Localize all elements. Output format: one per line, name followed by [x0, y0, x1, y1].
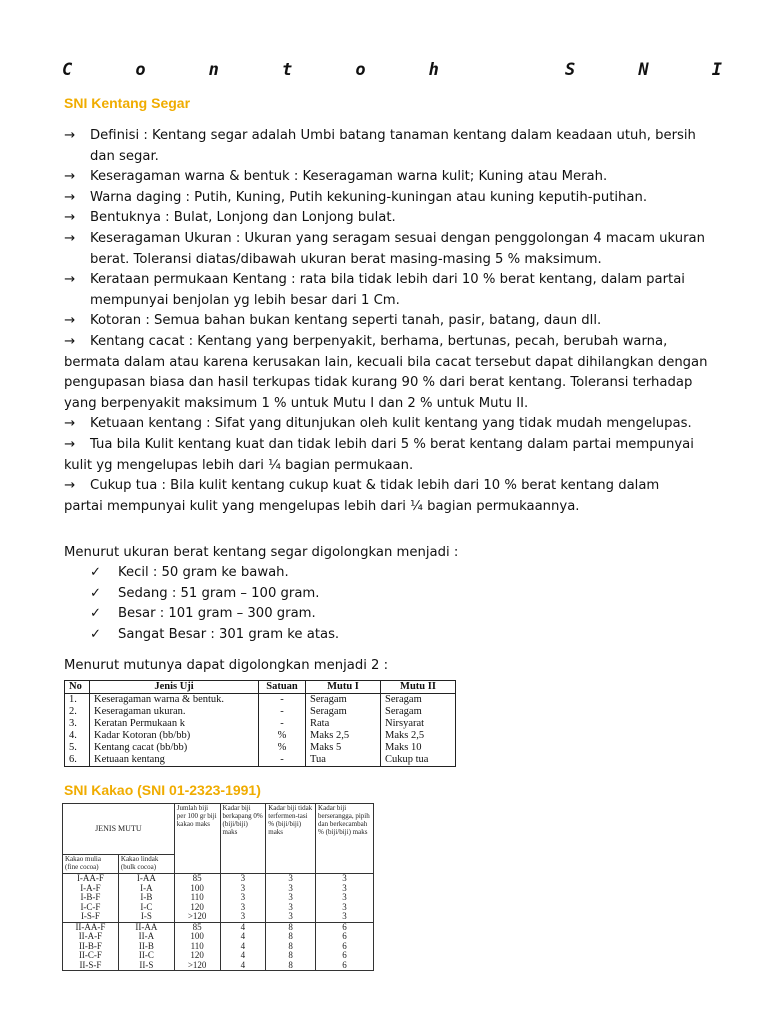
arrow-icon: →	[64, 169, 76, 185]
letterhead-letter: N	[638, 60, 649, 80]
table-cell: 3.	[65, 718, 90, 730]
table-cell: I-B	[118, 893, 174, 903]
checkmark-icon: ✓	[90, 606, 102, 622]
table-cell: Maks 5	[306, 742, 381, 754]
table-cell: Keseragaman ukuran.	[90, 706, 259, 718]
list-item	[64, 311, 714, 332]
table-cell: II-B-F	[63, 942, 119, 952]
table-cell: I-A-F	[63, 884, 119, 894]
table-cell: 3	[220, 903, 266, 913]
table-cell: 3	[316, 893, 374, 903]
table-cell: -	[259, 706, 306, 718]
table-cell: 1.	[65, 694, 90, 707]
table-row	[63, 912, 374, 922]
table-header: Mutu II	[381, 681, 456, 694]
table-header: Kakao mulia (fine cocoa)	[63, 855, 119, 874]
item-text: Keseragaman Ukuran : Ukuran yang seragam sesuai dengan penggolongan 4 macam ukuran	[90, 230, 705, 246]
arrow-icon: →	[64, 230, 76, 246]
table-cell: 6	[316, 942, 374, 952]
table-header-row	[63, 804, 374, 855]
checkmark-icon: ✓	[90, 585, 102, 601]
table-cell: I-AA-F	[63, 874, 119, 884]
table-cell: 6	[316, 932, 374, 942]
table-cell: Tua	[306, 754, 381, 767]
table-cell: 4	[220, 922, 266, 932]
list-item	[90, 625, 339, 646]
item-text: Keseragaman warna & bentuk : Keseragaman warna kulit; Kuning atau Merah.	[90, 169, 608, 185]
table-row	[63, 942, 374, 952]
arrow-icon: →	[64, 436, 76, 452]
list-item	[64, 414, 714, 435]
table-row	[63, 874, 374, 884]
table-cell: I-C-F	[63, 903, 119, 913]
letterhead-letter: o	[135, 60, 146, 80]
item-text: Besar : 101 gram – 300 gram.	[118, 606, 316, 622]
table-row	[65, 706, 456, 718]
table-row	[65, 730, 456, 742]
table-cell: I-S	[118, 912, 174, 922]
arrow-icon: →	[64, 210, 76, 226]
item-text: Kerataan permukaan Kentang : rata bila tidak lebih dari 10 % berat kentang, dalam partai	[90, 272, 685, 288]
table-cell: 4	[220, 961, 266, 971]
table-cell: Kadar Kotoran (bb/bb)	[90, 730, 259, 742]
table-cell: 100	[174, 884, 220, 894]
letterhead-letter: h	[428, 60, 439, 80]
table-cell: 8	[266, 942, 316, 952]
item-continuation: partai mempunyai kulit yang mengelupas lebih dari ¼ bagian permukaannya.	[64, 498, 580, 514]
table-cell: 110	[174, 942, 220, 952]
table-header: Satuan	[259, 681, 306, 694]
list-item	[64, 270, 714, 311]
item-continuation: kulit yg mengelupas lebih dari ¼ bagian permukaan.	[64, 457, 414, 473]
table-cell: II-S-F	[63, 961, 119, 971]
table-cell: 100	[174, 932, 220, 942]
item-continuation: yang berpenyakit maksimum 1 % untuk Mutu I dan 2 % untuk Mutu II.	[64, 395, 529, 411]
list-item	[90, 563, 339, 584]
table-cell: -	[259, 694, 306, 707]
item-text: Warna daging : Putih, Kuning, Putih kekuning-kuningan atau kuning keputih-putihan.	[90, 189, 648, 205]
table-row	[65, 694, 456, 707]
table-row	[63, 903, 374, 913]
table-cell: Nirsyarat	[381, 718, 456, 730]
letterhead-letter: o	[355, 60, 366, 80]
table-cell: Seragam	[381, 694, 456, 707]
item-text: Cukup tua : Bila kulit kentang cukup kuat & tidak lebih dari 10 % berat kentang dalam	[90, 478, 660, 494]
list-item	[64, 476, 714, 517]
table-cell: 120	[174, 903, 220, 913]
table-cell: Seragam	[306, 694, 381, 707]
arrow-icon: →	[64, 416, 76, 432]
table-row	[63, 922, 374, 932]
table-cell: Seragam	[381, 706, 456, 718]
table-cell: 8	[266, 932, 316, 942]
item-text: Kecil : 50 gram ke bawah.	[118, 565, 289, 580]
table-cell: >120	[174, 912, 220, 922]
table-header: Jumlah biji per 100 gr biji kakao maks	[174, 804, 220, 874]
table-cell: 4	[220, 932, 266, 942]
arrow-icon: →	[64, 189, 76, 205]
table-cell: 8	[266, 961, 316, 971]
table-cell: >120	[174, 961, 220, 971]
table-cell: %	[259, 730, 306, 742]
table-cell: I-S-F	[63, 912, 119, 922]
table-row	[63, 932, 374, 942]
table-cell: 3	[220, 912, 266, 922]
table-header: No	[65, 681, 90, 694]
arrow-icon: →	[64, 478, 76, 494]
list-item	[64, 229, 714, 270]
table-cell: Maks 2,5	[306, 730, 381, 742]
table-cell: I-AA	[118, 874, 174, 884]
table-cell: II-C	[118, 951, 174, 961]
table-header: Mutu I	[306, 681, 381, 694]
item-text: Kotoran : Semua bahan bukan kentang seperti tanah, pasir, batang, daun dll.	[90, 313, 602, 329]
table-cell: 3	[316, 912, 374, 922]
section-title-kakao: SNI Kakao (SNI 01-2323-1991)	[64, 782, 261, 798]
table-cell: 4	[220, 942, 266, 952]
list-item	[64, 167, 714, 188]
table-cell: 85	[174, 874, 220, 884]
item-text: Sedang : 51 gram – 100 gram.	[118, 585, 320, 601]
list-item	[64, 126, 714, 167]
item-text: Definisi : Kentang segar adalah Umbi batang tanaman kentang dalam keadaan utuh, bersih	[90, 128, 696, 143]
table-cell: II-A	[118, 932, 174, 942]
table-cell: Rata	[306, 718, 381, 730]
letterhead-letter: t	[281, 60, 293, 80]
table-cell: 3	[220, 874, 266, 884]
item-text: Kentang cacat : Kentang yang berpenyakit, berhama, bertunas, pecah, berubah warna,	[90, 333, 668, 349]
table-cell: Kentang cacat (bb/bb)	[90, 742, 259, 754]
table-cell: 3	[266, 884, 316, 894]
item-text: Ketuaan kentang : Sifat yang ditunjukan oleh kulit kentang yang tidak mudah mengelupas.	[90, 416, 692, 432]
table-cell: 8	[266, 922, 316, 932]
table-cell: 3	[266, 912, 316, 922]
list-item	[64, 188, 714, 209]
kakao-table-image	[62, 803, 374, 983]
table-cell: 85	[174, 922, 220, 932]
table-row	[63, 893, 374, 903]
item-continuation: dan segar.	[90, 148, 159, 164]
item-continuation: pengupasan biasa dan hasil terkupas tidak kurang 90 % dari berat kentang. Toleransi terhadap	[64, 375, 693, 391]
item-continuation: berat. Toleransi diatas/dibawah ukuran berat masing-masing 5 % maksimum.	[90, 251, 602, 267]
list-item	[64, 435, 714, 476]
table-cell: Keseragaman warna & bentuk.	[90, 694, 259, 707]
table-cell: 6	[316, 951, 374, 961]
table-cell: II-AA-F	[63, 922, 119, 932]
item-text: Tua bila Kulit kentang kuat dan tidak lebih dari 5 % berat kentang dalam partai mempunyai	[90, 436, 694, 452]
list-item	[90, 584, 339, 605]
table-cell: 6	[316, 961, 374, 971]
table-cell: 3	[316, 884, 374, 894]
kakao-table	[62, 803, 374, 971]
table-cell: I-B-F	[63, 893, 119, 903]
letterhead-letter: S	[565, 60, 576, 80]
arrow-icon: →	[64, 128, 76, 143]
item-text: Sangat Besar : 301 gram ke atas.	[118, 626, 340, 642]
list-item	[64, 208, 714, 229]
checkmark-icon: ✓	[90, 565, 102, 580]
table-header: Kadar biji tidak terfermen-tasi % (biji/biji) maks	[266, 804, 316, 874]
table-header: Kadar biji berserangga, pipih dan berkecambah % (biji/biji) maks	[316, 804, 374, 874]
kentang-definitions	[64, 126, 714, 517]
table-cell: 110	[174, 893, 220, 903]
item-continuation: bermata dalam atau karena kerusakan lain, kecuali bila cacat tersebut dapat dihilangkan dengan	[64, 354, 708, 370]
table-cell: II-S	[118, 961, 174, 971]
mutu-table	[64, 680, 456, 767]
table-cell: 3	[266, 903, 316, 913]
table-cell: Maks 10	[381, 742, 456, 754]
table-cell: Keratan Permukaan k	[90, 718, 259, 730]
table-cell: 3	[220, 884, 266, 894]
table-cell: %	[259, 742, 306, 754]
table-cell: I-C	[118, 903, 174, 913]
table-row	[65, 718, 456, 730]
section-title-kentang: SNI Kentang Segar	[64, 95, 191, 111]
item-text: Bentuknya : Bulat, Lonjong dan Lonjong bulat.	[90, 210, 396, 226]
table-cell: 3	[316, 903, 374, 913]
table-row	[63, 951, 374, 961]
table-header: Jenis Uji	[90, 681, 259, 694]
table-cell: 3	[266, 874, 316, 884]
table-cell: II-A-F	[63, 932, 119, 942]
letterhead-letter: C	[62, 60, 73, 80]
arrow-icon: →	[64, 313, 76, 329]
letterhead-letter: n	[208, 60, 219, 80]
ukuran-intro: Menurut ukuran berat kentang segar digolongkan menjadi :	[64, 545, 459, 560]
table-cell: 2.	[65, 706, 90, 718]
table-row	[63, 961, 374, 971]
ukuran-list	[90, 563, 339, 645]
table-cell: Ketuaan kentang	[90, 754, 259, 767]
table-cell: Maks 2,5	[381, 730, 456, 742]
list-item	[64, 332, 714, 414]
table-cell: -	[259, 754, 306, 767]
table-row	[63, 884, 374, 894]
table-cell: 4.	[65, 730, 90, 742]
table-cell: 3	[266, 893, 316, 903]
table-header: Kakao lindak (bulk cocoa)	[118, 855, 174, 874]
table-cell: Cukup tua	[381, 754, 456, 767]
checkmark-icon: ✓	[90, 626, 102, 642]
arrow-icon: →	[64, 272, 76, 288]
table-header: Kadar biji berkapang 0% (biji/biji) maks	[220, 804, 266, 874]
letterhead-letter: I	[711, 60, 722, 80]
table-cell: I-A	[118, 884, 174, 894]
arrow-icon: →	[64, 333, 76, 349]
table-row	[65, 742, 456, 754]
table-cell: 3	[220, 893, 266, 903]
mutu-intro: Menurut mutunya dapat digolongkan menjadi 2 :	[64, 658, 389, 673]
table-cell: -	[259, 718, 306, 730]
table-header-row	[65, 681, 456, 694]
table-cell: 6.	[65, 754, 90, 767]
table-cell: 120	[174, 951, 220, 961]
table-row	[65, 754, 456, 767]
list-item	[90, 604, 339, 625]
table-cell: II-B	[118, 942, 174, 952]
table-cell: II-AA	[118, 922, 174, 932]
table-cell: 6	[316, 922, 374, 932]
table-header: JENIS MUTU	[63, 804, 175, 855]
table-cell: 4	[220, 951, 266, 961]
table-cell: 5.	[65, 742, 90, 754]
item-continuation: mempunyai benjolan yg lebih besar dari 1 Cm.	[90, 292, 400, 308]
table-cell: 8	[266, 951, 316, 961]
table-cell: 3	[316, 874, 374, 884]
table-cell: II-C-F	[63, 951, 119, 961]
letterhead-title	[62, 60, 722, 80]
table-cell: Seragam	[306, 706, 381, 718]
